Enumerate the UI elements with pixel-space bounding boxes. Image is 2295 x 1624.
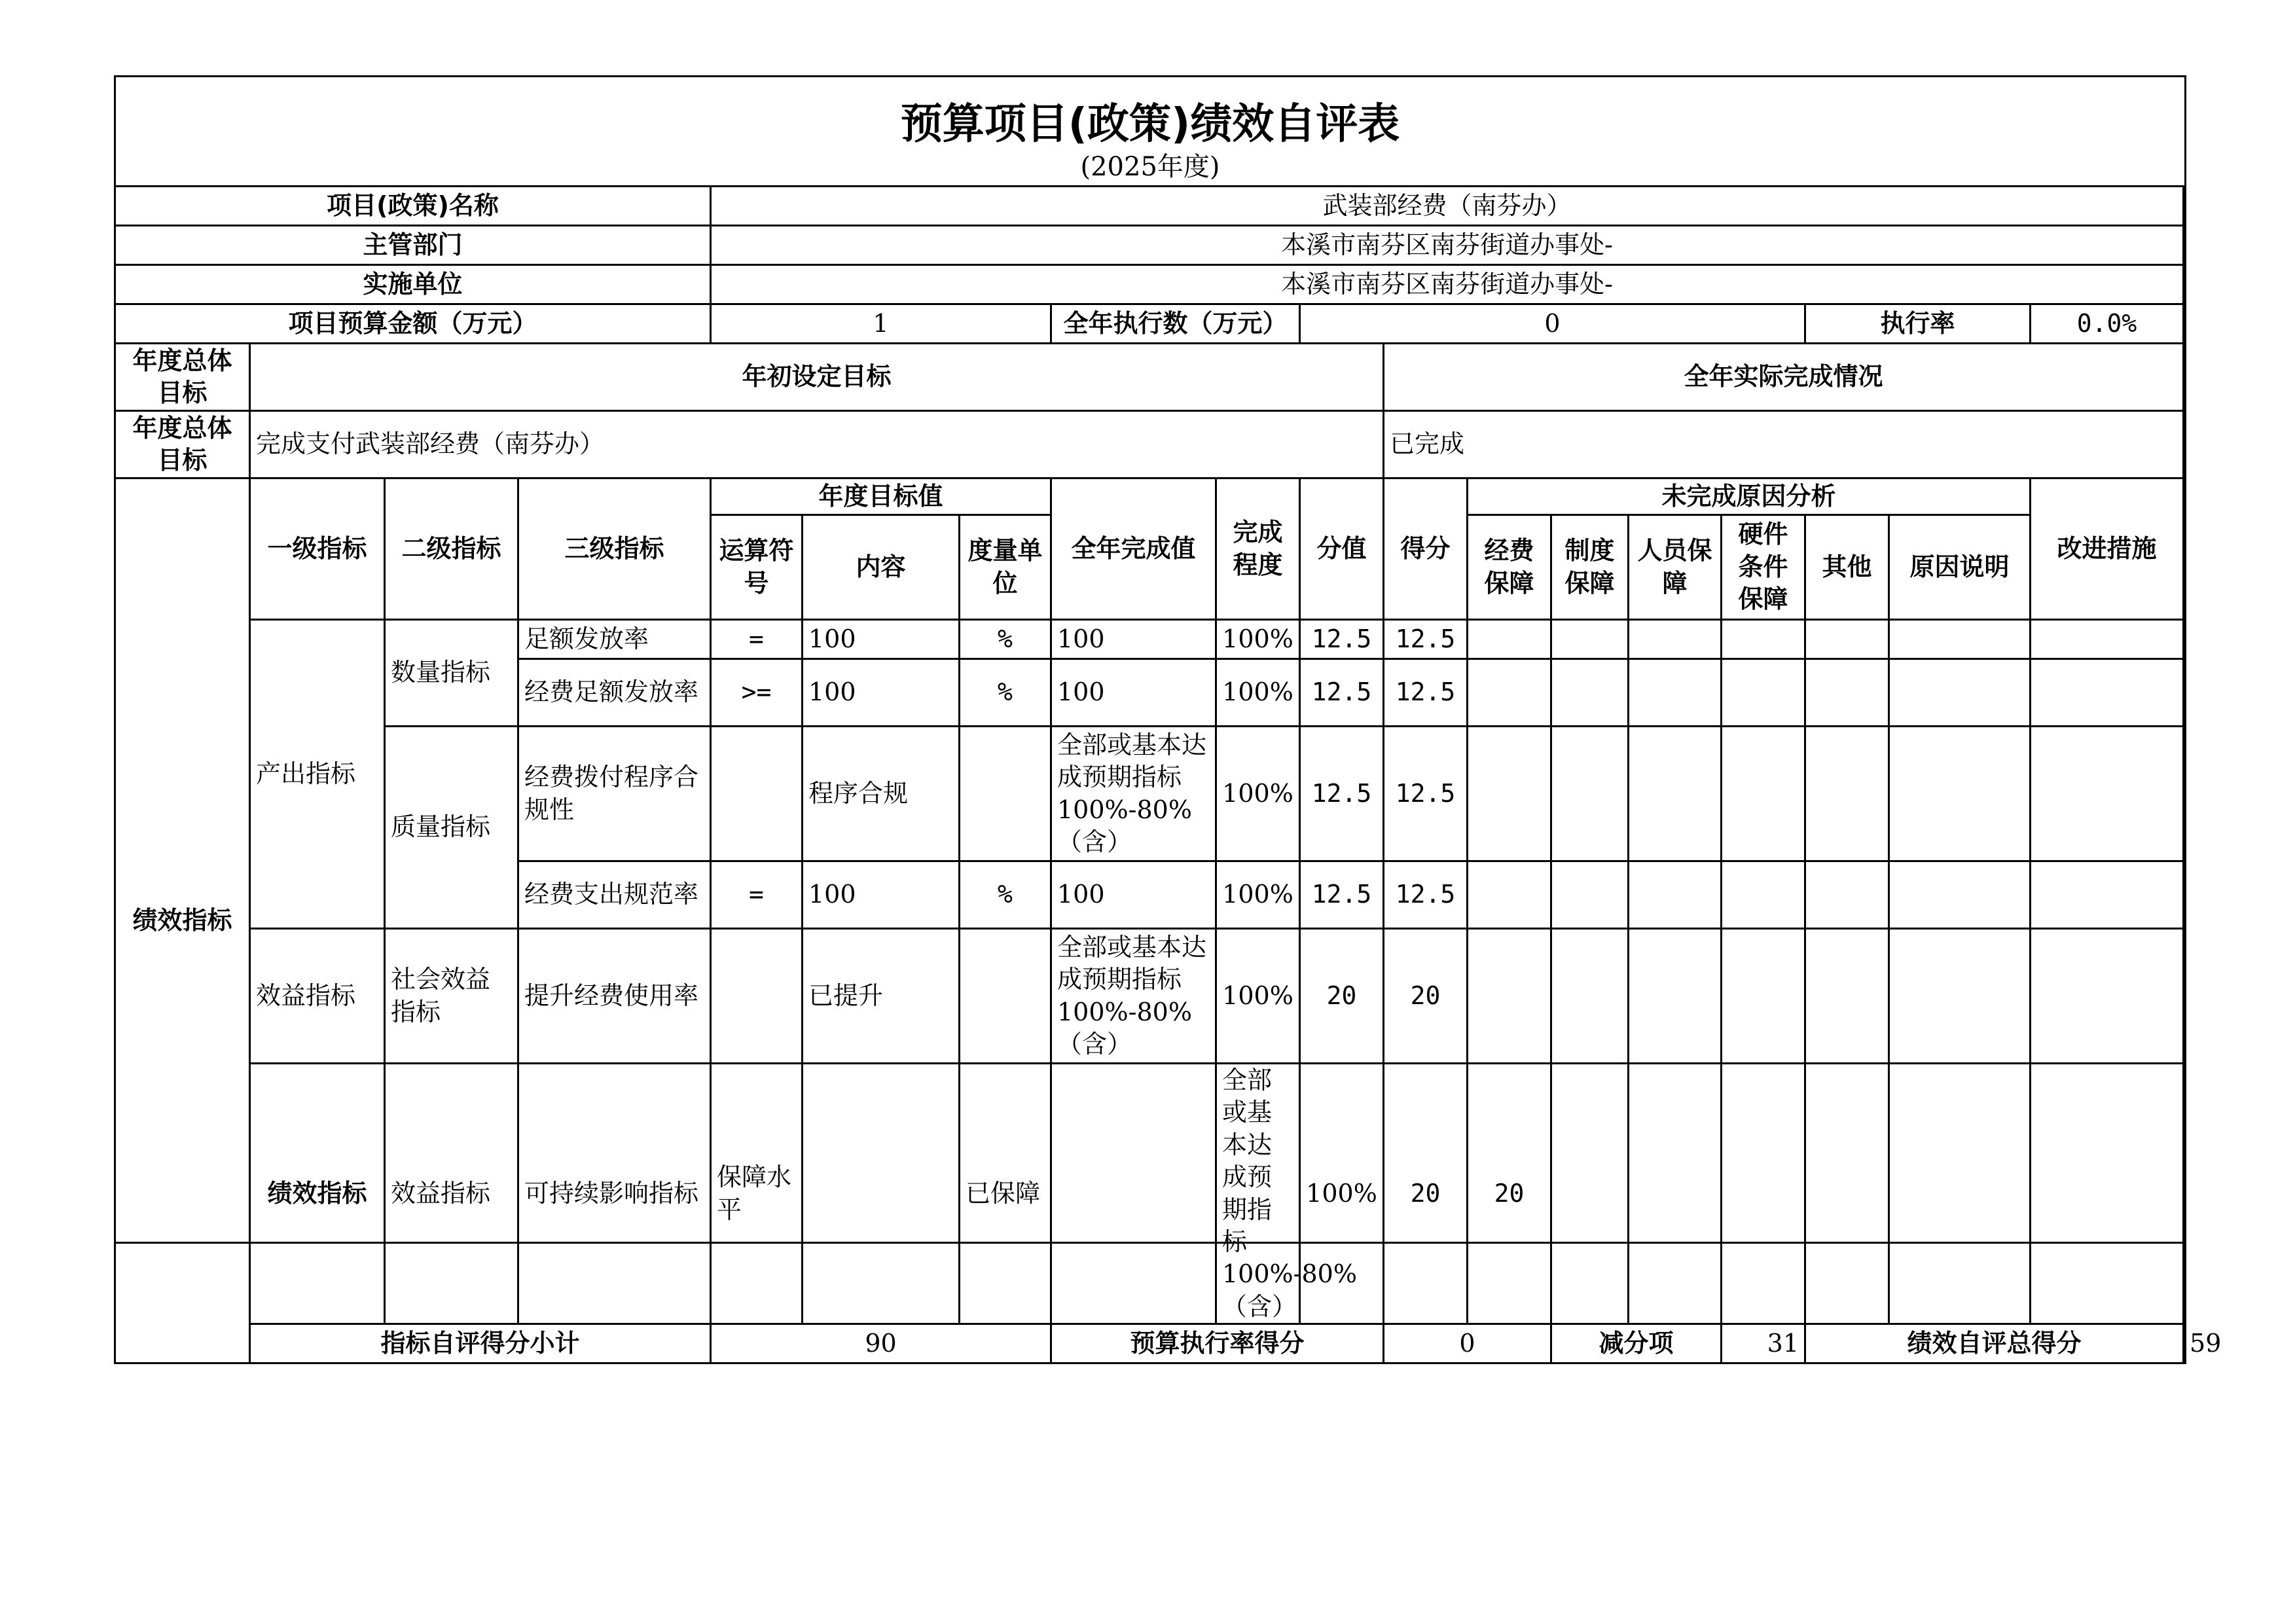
project-name-label: 项目(政策)名称 xyxy=(115,187,711,226)
total-value: 59 xyxy=(2184,1324,2186,1363)
goal-row-label: 年度总体目标 xyxy=(115,344,250,411)
table-row xyxy=(115,727,2186,861)
annual-value-cell: 100 xyxy=(1051,659,1216,727)
header-score-value: 分值 xyxy=(1300,478,1384,620)
page-title: 预算项目(政策)绩效自评表 xyxy=(900,100,1400,149)
unit-value: 本溪市南芬区南芬街道办事处- xyxy=(711,265,2184,304)
budget-value: 1 xyxy=(711,304,1051,344)
content-cell: 100 xyxy=(803,659,960,727)
header-level2: 二级指标 xyxy=(385,478,518,620)
group-output: 产出指标 xyxy=(250,620,385,929)
deduct-label: 减分项 xyxy=(1551,1324,1722,1363)
perf-label-2: 绩效指标 xyxy=(250,1064,385,1324)
total-label: 绩效自评总得分 xyxy=(1805,1324,2184,1363)
score-cell: 20 xyxy=(1384,929,1468,1064)
budget-label: 项目预算金额（万元） xyxy=(115,304,711,344)
score-cell: 12.5 xyxy=(1384,727,1468,861)
table-row xyxy=(115,620,2186,659)
evaluation-table xyxy=(114,185,2222,1364)
level3-cell: 经费足额发放率 xyxy=(518,659,711,727)
completion-cell: 100% xyxy=(1216,620,1300,659)
header-reason-hardware: 硬件条件保障 xyxy=(1722,515,1805,620)
header-completion: 完成程度 xyxy=(1216,478,1300,620)
group-sustain: 可持续影响指标 xyxy=(518,1064,711,1324)
header-reason-other: 其他 xyxy=(1805,515,1889,620)
level3-cell: 足额发放率 xyxy=(518,620,711,659)
group-benefit: 效益指标 xyxy=(250,929,385,1064)
header-reason-analysis: 未完成原因分析 xyxy=(1468,478,2031,515)
perf-label-1: 绩效指标 xyxy=(115,478,250,1363)
project-name-value: 武装部经费（南芬办） xyxy=(711,187,2184,226)
subtotal-label: 指标自评得分小计 xyxy=(250,1324,711,1363)
score-value-cell: 12.5 xyxy=(1300,659,1384,727)
executed-label: 全年执行数（万元） xyxy=(1051,304,1300,344)
group-benefit-2: 效益指标 xyxy=(385,1064,518,1324)
unit-label: 实施单位 xyxy=(115,265,711,304)
header-score: 得分 xyxy=(1384,478,1468,620)
header-level3: 三级指标 xyxy=(518,478,711,620)
header-level1: 一级指标 xyxy=(250,478,385,620)
annual-value-cell: 100 xyxy=(1051,861,1216,929)
completion-cell: 100% xyxy=(1216,727,1300,861)
completion-cell: 100% xyxy=(1300,1064,1384,1324)
subtotal-value: 90 xyxy=(711,1324,1051,1363)
table-row xyxy=(115,929,2186,1064)
completion-cell: 100% xyxy=(1216,929,1300,1064)
executed-value: 0 xyxy=(1300,304,1805,344)
level3-cell: 经费支出规范率 xyxy=(518,861,711,929)
operator-cell: >= xyxy=(711,659,803,727)
dept-value: 本溪市南芬区南芬街道办事处- xyxy=(711,226,2184,265)
header-unit: 度量单位 xyxy=(960,515,1051,620)
unit-cell: % xyxy=(960,861,1051,929)
header-annual-target: 年度目标值 xyxy=(711,478,1051,515)
operator-cell xyxy=(803,1064,960,1324)
unit-cell xyxy=(960,929,1051,1064)
evaluation-sheet xyxy=(114,75,2222,1358)
unit-cell: % xyxy=(960,659,1051,727)
header-reason-funding: 经费保障 xyxy=(1468,515,1551,620)
score-value-cell: 20 xyxy=(1384,1064,1468,1324)
group-quantity: 数量指标 xyxy=(385,620,518,727)
level3-cell: 经费拨付程序合规性 xyxy=(518,727,711,861)
annual-value-cell: 全部或基本达成预期指标100%-80%（含） xyxy=(1216,1064,1300,1324)
rate-label: 执行率 xyxy=(1805,304,2031,344)
score-value-cell: 12.5 xyxy=(1300,620,1384,659)
score-value-cell: 20 xyxy=(1300,929,1384,1064)
score-value-cell: 12.5 xyxy=(1300,727,1384,861)
annual-value-cell: 100 xyxy=(1051,620,1216,659)
group-social: 社会效益指标 xyxy=(385,929,518,1064)
budget-score-value: 0 xyxy=(1384,1324,1551,1363)
header-content: 内容 xyxy=(803,515,960,620)
initial-goal-header: 年初设定目标 xyxy=(250,344,1384,411)
score-value-cell: 12.5 xyxy=(1300,861,1384,929)
content-cell: 100 xyxy=(803,620,960,659)
header-reason-personnel: 人员保障 xyxy=(1629,515,1722,620)
annual-value-cell: 全部或基本达成预期指标100%-80%（含） xyxy=(1051,727,1216,861)
group-quality: 质量指标 xyxy=(385,727,518,929)
header-annual-value: 全年完成值 xyxy=(1051,478,1216,620)
goal-row-label-2: 年度总体目标 xyxy=(115,411,250,478)
level3-cell: 提升经费使用率 xyxy=(518,929,711,1064)
actual-goal-header: 全年实际完成情况 xyxy=(1384,344,2184,411)
header-reason-system: 制度保障 xyxy=(1551,515,1629,620)
dept-label: 主管部门 xyxy=(115,226,711,265)
operator-cell xyxy=(711,727,803,861)
content-cell: 已保障 xyxy=(960,1064,1051,1324)
score-cell: 12.5 xyxy=(1384,620,1468,659)
initial-goal-text: 完成支付武装部经费（南芬办） xyxy=(250,411,1384,478)
header-operator: 运算符号 xyxy=(711,515,803,620)
header-reason-explain: 原因说明 xyxy=(1889,515,2031,620)
score-cell: 12.5 xyxy=(1384,861,1468,929)
content-cell: 程序合规 xyxy=(803,727,960,861)
annual-value-cell: 全部或基本达成预期指标100%-80%（含） xyxy=(1051,929,1216,1064)
content-cell: 已提升 xyxy=(803,929,960,1064)
header-improvement: 改进措施 xyxy=(2031,478,2184,620)
level3-cell: 保障水平 xyxy=(711,1064,803,1324)
operator-cell: = xyxy=(711,861,803,929)
deduct-value: 31 xyxy=(1722,1324,1805,1363)
actual-goal-text: 已完成 xyxy=(1384,411,2184,478)
rate-value: 0.0% xyxy=(2031,304,2184,344)
page-subtitle: (2025年度) xyxy=(1080,152,1220,182)
completion-cell: 100% xyxy=(1216,659,1300,727)
score-cell: 20 xyxy=(1468,1064,1551,1324)
content-cell: 100 xyxy=(803,861,960,929)
unit-cell xyxy=(1051,1064,1216,1324)
unit-cell xyxy=(960,727,1051,861)
table-row xyxy=(115,1064,2186,1324)
unit-cell: % xyxy=(960,620,1051,659)
completion-cell: 100% xyxy=(1216,861,1300,929)
budget-score-label: 预算执行率得分 xyxy=(1051,1324,1384,1363)
operator-cell xyxy=(711,929,803,1064)
score-cell: 12.5 xyxy=(1384,659,1468,727)
operator-cell: = xyxy=(711,620,803,659)
